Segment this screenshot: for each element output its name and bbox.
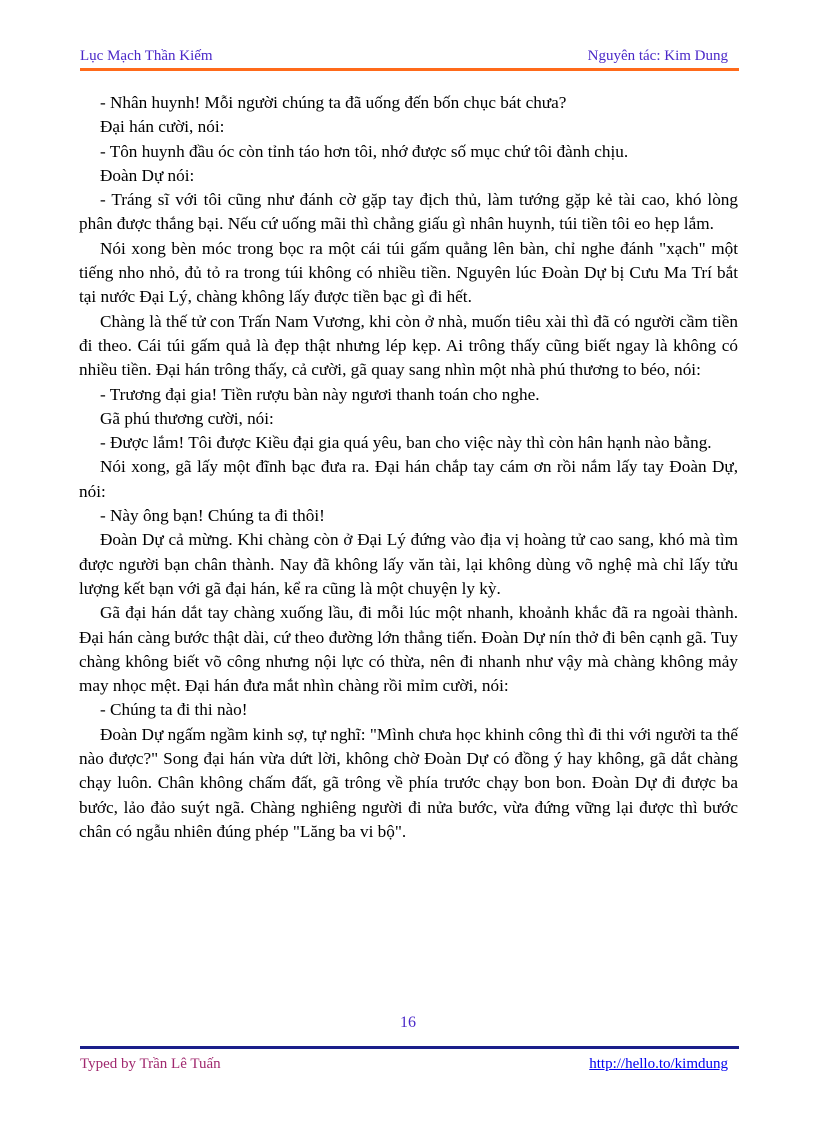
paragraph: - Tôn huynh đầu óc còn tỉnh táo hơn tôi, nhớ được số mục chứ tôi đành chịu.	[100, 141, 629, 161]
paragraph: Gã phú thương cười, nói:	[100, 408, 274, 428]
paragraph: Nói xong, gã lấy một đĩnh bạc đưa ra. Đại hán chắp tay cám ơn rồi nắm lấy tay Đoàn Dự, nói:	[79, 457, 738, 501]
paragraph: - Nhân huynh! Mỗi người chúng ta đã uống đến bốn chục bát chưa?	[100, 93, 567, 112]
author-credit: Nguyên tác: Kim Dung	[587, 48, 728, 64]
footer-divider	[80, 1046, 739, 1049]
paragraph: Đoàn Dự nói:	[100, 165, 195, 185]
paragraph: Đại hán cười, nói:	[100, 117, 225, 137]
paragraph: Đoàn Dự ngấm ngầm kinh sợ, tự nghĩ: "Mình chưa học khinh công thì đi thi với người ta thế nào được?" Song đại hán vừa dứt lời, không chờ Đoàn Dự có đồng ý hay không, gã dắt chàng chạy luôn. Chân không chấm đất, gã trông về phía trước chạy bon bon. Đoàn Dự đi được ba bước, lảo đảo suýt ngã. Chàng nghiêng người đi nửa bước, vừa đứng vững lại được thì bước chân có ngẫu nhiên đúng phép "Lăng ba vi bộ".	[79, 724, 738, 841]
page-number: 16	[400, 1014, 416, 1031]
source-link[interactable]: http://hello.to/kimdung	[589, 1056, 728, 1072]
paragraph: - Tráng sĩ với tôi cũng như đánh cờ gặp tay địch thủ, làm tướng gặp kẻ tài cao, khó lòng phân được thắng bại. Nếu cứ uống mãi thì chẳng giấu gì nhân huynh, túi tiền tôi eo hẹp lắm.	[79, 190, 738, 234]
paragraph: - Này ông bạn! Chúng ta đi thôi!	[100, 506, 325, 526]
paragraph: Gã đại hán dắt tay chàng xuống lầu, đi mỗi lúc một nhanh, khoảnh khắc đã ra ngoài thành. Đại hán càng bước thật dài, cứ theo đường lớn thẳng tiến. Đoàn Dự nín thở đi bên cạnh gã. Tuy chàng không biết võ công nhưng nội lực có thừa, nên đi nhanh như vậy mà chàng không mảy may nhọc mệt. Đại hán đưa mắt nhìn chàng rồi mỉm cười, nói:	[79, 603, 738, 696]
paragraph: Đoàn Dự cả mừng. Khi chàng còn ở Đại Lý đứng vào địa vị hoàng tử cao sang, khó mà tìm được người bạn chân thành. Nay đã không lấy văn tài, lại không dùng võ nghệ mà chỉ lấy tửu lượng kết bạn với gã đại hán, kể ra cũng là một chuyện ly kỳ.	[79, 530, 738, 598]
paragraph: Chàng là thế tử con Trấn Nam Vương, khi còn ở nhà, muốn tiêu xài thì đã có người cầm tiền đi theo. Cái túi gấm quả là đẹp thật nhưng lép kẹp. Ai trông thấy cũng biết ngay là không có nhiều tiền. Đại hán trông thấy, cả cười, gã quay sang nhìn một nhà phú thương to béo, nói:	[79, 311, 738, 380]
paragraph: - Chúng ta đi thi nào!	[100, 700, 248, 720]
header-divider	[80, 68, 739, 71]
typist-credit: Typed by Trần Lê Tuấn	[80, 1056, 221, 1072]
paragraph: - Được lắm! Tôi được Kiều đại gia quá yêu, ban cho việc này thì còn hân hạnh nào bằng.	[100, 433, 712, 453]
page-body	[79, 91, 738, 844]
book-title: Lục Mạch Thần Kiếm	[80, 48, 213, 64]
page-header	[80, 48, 728, 70]
paragraph: Nói xong bèn móc trong bọc ra một cái túi gấm quẳng lên bàn, chỉ nghe đánh "xạch" một tiếng nho nhỏ, đủ tỏ ra trong túi không có nhiều tiền. Nguyên lúc Đoàn Dự bị Cưu Ma Trí bắt tại nước Đại Lý, chàng không lấy được tiền bạc gì đi hết.	[79, 238, 738, 307]
paragraph: - Trương đại gia! Tiền rượu bàn này ngươi thanh toán cho nghe.	[100, 384, 540, 404]
